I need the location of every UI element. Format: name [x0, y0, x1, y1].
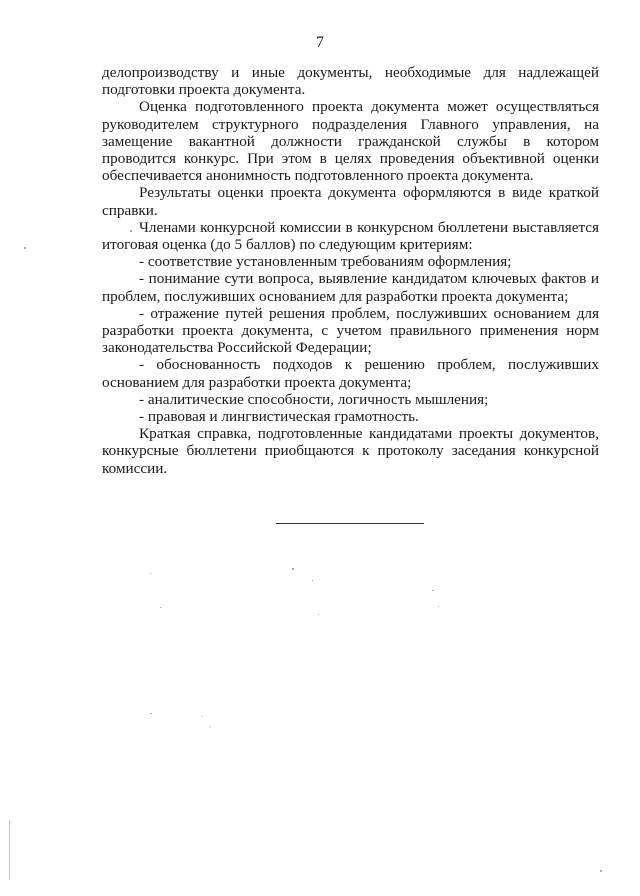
- scan-speck: [600, 870, 602, 872]
- criteria-item-formatting: - соответствие установленным требованиям оформления;: [139, 253, 512, 271]
- document-body: [102, 64, 599, 477]
- scan-speck: [438, 606, 439, 607]
- scan-margin-line: [9, 820, 10, 880]
- criteria-item-literacy: - правовая и лингвистическая грамотность.: [139, 408, 419, 426]
- paragraph-attachment: Краткая справка, подготовленные кандидатами проекты документов, конкурсные бюллетени приобщаются к протоколу заседания конкурсной комиссии.: [102, 425, 599, 477]
- scan-speck: [24, 247, 26, 249]
- scan-speck: [150, 573, 151, 574]
- end-separator-line: [276, 523, 424, 524]
- paragraph-evaluation: Оценка подготовленного проекта документа может осуществляться руководителем структурного подразделения Главного управления, на замещение вакантной должности гражданской службы в котором проводится конкурс. При этом в целях проведения объективной оценки обеспечивается анонимность подготовленного проекта документа.: [102, 98, 599, 185]
- scan-speck: [292, 568, 294, 570]
- scan-speck: [150, 713, 152, 714]
- scan-speck: [318, 614, 319, 615]
- criteria-item-understanding: - понимание сути вопроса, выявление кандидатом ключевых фактов и проблем, послуживших основанием для разработки проекта документа;: [102, 270, 599, 305]
- criteria-item-solutions: - отражение путей решения проблем, послуживших основанием для разработки проекта документа, с учетом правильного применения норм законодательства Российской Федерации;: [102, 304, 599, 357]
- criteria-item-justification: - обоснованность подходов к решению проблем, послуживших основанием для разработки проекта документа;: [102, 356, 599, 391]
- paragraph-results: Результаты оценки проекта документа оформляются в виде краткой справки.: [102, 184, 599, 219]
- paragraph-criteria-intro: Членами конкурсной комиссии в конкурсном бюллетени выставляется итоговая оценка (до 5 баллов) по следующим критериям:: [102, 218, 599, 254]
- scan-speck: [130, 230, 132, 232]
- criteria-item-analytics: - аналитические способности, логичность мышления;: [139, 390, 489, 408]
- scan-speck: [202, 716, 203, 717]
- criteria-list: [102, 253, 599, 425]
- scan-speck: [160, 607, 161, 608]
- scan-speck: [210, 726, 211, 727]
- paragraph-continuation: делопроизводству и иные документы, необходимые для надлежащей подготовки проекта документа.: [102, 64, 599, 99]
- scan-speck: [432, 590, 434, 591]
- scan-speck: [312, 580, 313, 581]
- page-number: 7: [316, 34, 324, 51]
